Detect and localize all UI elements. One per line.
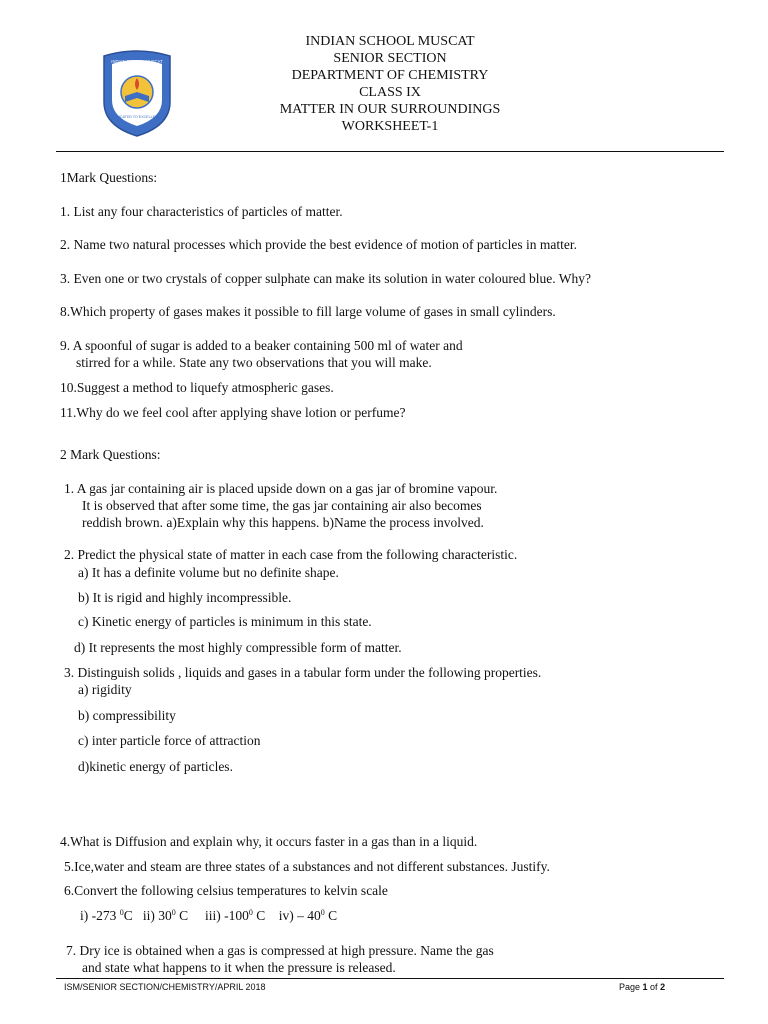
temperature-list bbox=[80, 908, 337, 924]
question-1-2: 2. Name two natural processes which provide the best evidence of motion of particles in matter. bbox=[60, 237, 577, 252]
worksheet-title: WORKSHEET-1 bbox=[341, 119, 439, 134]
class-name: CLASS IX bbox=[359, 85, 421, 100]
footer-reference: ISM/SENIOR SECTION/CHEMISTRY/APRIL 2018 bbox=[64, 982, 266, 992]
chapter-title: MATTER IN OUR SURROUNDINGS bbox=[279, 102, 501, 117]
question-1-10: 10.Suggest a method to liquefy atmospheric gases. bbox=[60, 380, 334, 395]
question-1-11: 11.Why do we feel cool after applying shave lotion or perfume? bbox=[60, 405, 406, 420]
header-divider bbox=[56, 151, 724, 152]
temp-iii: iii) $-100^0$ C bbox=[205, 908, 266, 923]
question-2-3d: d)kinetic energy of particles. bbox=[78, 759, 233, 774]
question-2-2b: b) It is rigid and highly incompressible. bbox=[78, 590, 292, 605]
school-name: INDIAN SCHOOL MUSCAT bbox=[305, 34, 475, 49]
question-2-7-line2: and state what happens to it when the pressure is released. bbox=[82, 960, 396, 975]
question-2-3: 3. Distinguish solids , liquids and gases in a tabular form under the following properties. bbox=[64, 665, 542, 680]
question-2-2c: c) Kinetic energy of particles is minimum in this state. bbox=[78, 614, 372, 629]
question-2-3b: b) compressibility bbox=[78, 708, 176, 723]
question-1-1: 1. List any four characteristics of particles of matter. bbox=[60, 204, 343, 219]
two-mark-heading: 2 Mark Questions: bbox=[60, 447, 161, 462]
temp-i: i) -273 $^0$C bbox=[80, 908, 133, 923]
question-1-8: 8.Which property of gases makes it possible to fill large volume of gases in small cylinders. bbox=[60, 304, 556, 319]
logo-motto: DEDICATED TO EXCELLENCE bbox=[111, 115, 163, 119]
question-1-9-line1: 9. A spoonful of sugar is added to a beaker containing 500 ml of water and bbox=[60, 338, 463, 353]
question-2-5: 5.Ice,water and steam are three states of a substances and not different substances. Justify. bbox=[64, 859, 550, 874]
question-2-3a: a) rigidity bbox=[78, 682, 132, 697]
department-name: DEPARTMENT OF CHEMISTRY bbox=[291, 68, 489, 83]
school-logo bbox=[98, 50, 176, 138]
question-2-2d: d) It represents the most highly compressible form of matter. bbox=[74, 640, 402, 655]
question-2-3c: c) inter particle force of attraction bbox=[78, 733, 261, 748]
page-indicator: Page 1 of 2 bbox=[619, 982, 666, 992]
temp-ii: ii) $30^0$ C bbox=[142, 908, 189, 923]
question-2-7-line1: 7. Dry ice is obtained when a gas is compressed at high pressure. Name the gas bbox=[66, 943, 494, 958]
question-1-9-line2: stirred for a while. State any two observations that you will make. bbox=[76, 355, 432, 370]
temp-iv: $iv) - 40^0$ C bbox=[278, 908, 338, 923]
question-2-6: 6.Convert the following celsius temperatures to kelvin scale bbox=[64, 883, 388, 898]
one-mark-heading: 1Mark Questions: bbox=[60, 170, 158, 185]
section-name: SENIOR SECTION bbox=[333, 51, 447, 66]
logo-arc-text: INDIAN SCHOOL MUSCAT bbox=[111, 59, 163, 64]
question-2-1-line2: It is observed that after some time, the gas jar containing air also becomes bbox=[82, 498, 482, 513]
question-1-3: 3. Even one or two crystals of copper sulphate can make its solution in water coloured blue. Why? bbox=[60, 271, 591, 286]
question-2-1-line3: reddish brown. a)Explain why this happens. b)Name the process involved. bbox=[82, 515, 484, 530]
footer-divider bbox=[56, 978, 724, 979]
question-2-2a: a) It has a definite volume but no definite shape. bbox=[78, 565, 339, 580]
question-2-1-line1: 1. A gas jar containing air is placed upside down on a gas jar of bromine vapour. bbox=[64, 481, 498, 496]
question-2-2: 2. Predict the physical state of matter in each case from the following characteristic. bbox=[64, 547, 518, 562]
question-2-4: 4.What is Diffusion and explain why, it occurs faster in a gas than in a liquid. bbox=[60, 834, 478, 849]
